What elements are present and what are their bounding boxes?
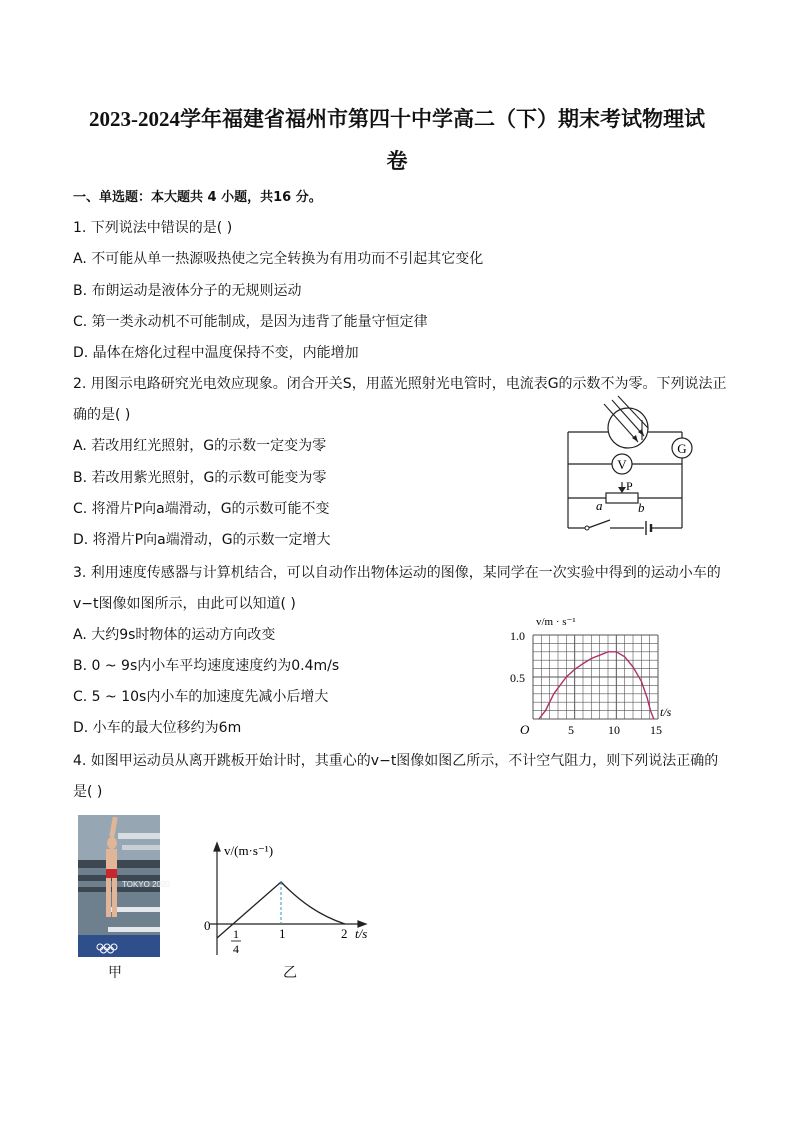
section-heading: 一、单选题：本大题共 4 小题，共16 分。 xyxy=(73,190,322,205)
q2-option-d: D. 将滑片P向a端滑动，G的示数一定增大 xyxy=(73,532,331,548)
terminal-label-b: b xyxy=(638,500,645,515)
q4-stem-line1: 4. 如图甲运动员从离开跳板开始计时，其重心的v−t图像如图乙所示，不计空气阻力，则下列说法正确的 xyxy=(73,753,719,769)
exam-title-line1: 2023-2024学年福建省福州市第四十中学高二（下）期末考试物理试 xyxy=(89,107,705,131)
terminal-label-a: a xyxy=(596,498,603,513)
q3-option-b: B. 0 ~ 9s内小车平均速度速度约为0.4m/s xyxy=(73,658,340,674)
exam-title-line2: 卷 xyxy=(386,149,408,173)
photoelectric-circuit-diagram xyxy=(560,398,700,540)
q3-stem-line2: v−t图像如图所示，由此可以知道( ) xyxy=(73,596,296,612)
tick-two-label: 2 xyxy=(341,926,348,941)
slider-label-p: P xyxy=(626,479,633,493)
q1-stem: 1. 下列说法中错误的是( ) xyxy=(73,220,233,236)
tick-quarter-numerator: 1 xyxy=(233,927,239,941)
y-axis-label: v/(m·s⁻¹) xyxy=(224,843,274,858)
x-axis-label: t/s xyxy=(660,705,672,719)
q1-option-b: B. 布朗运动是液体分子的无规则运动 xyxy=(73,283,302,299)
q4-stem-line2: 是( ) xyxy=(73,784,103,800)
x-tick-label: 15 xyxy=(650,723,662,737)
q1-option-d: D. 晶体在熔化过程中温度保持不变，内能增加 xyxy=(73,345,359,361)
q3-option-d: D. 小车的最大位移约为6m xyxy=(73,720,242,736)
q2-option-a: A. 若改用红光照射，G的示数一定变为零 xyxy=(73,438,327,454)
galvanometer-label: G xyxy=(677,441,687,456)
x-axis-label: t/s xyxy=(355,926,368,941)
caption-jia: 甲 xyxy=(108,965,122,981)
q1-option-c: C. 第一类永动机不可能制成，是因为违背了能量守恒定律 xyxy=(73,314,428,330)
caption-yi: 乙 xyxy=(283,965,297,981)
voltmeter-label: V xyxy=(617,457,627,472)
x-tick-label: 10 xyxy=(608,723,620,737)
tick-quarter-denominator: 4 xyxy=(233,942,239,956)
q3-stem-line1: 3. 利用速度传感器与计算机结合，可以自动作出物体运动的图像，某同学在一次实验中得到的运动小车的 xyxy=(73,565,721,581)
q2-option-b: B. 若改用紫光照射，G的示数可能变为零 xyxy=(73,470,327,486)
q3-option-a: A. 大约9s时物体的运动方向改变 xyxy=(73,627,276,643)
rheostat xyxy=(606,493,638,503)
photo-watermark-text: TOKYO 2020 xyxy=(122,880,170,889)
origin-label: O xyxy=(520,722,530,737)
switch xyxy=(585,526,589,530)
q1-option-a: A. 不可能从单一热源吸热使之完全转换为有用功而不引起其它变化 xyxy=(73,251,484,267)
tick-one-label: 1 xyxy=(279,926,286,941)
diver-photo xyxy=(78,815,170,957)
q3-option-c: C. 5 ~ 10s内小车的加速度先减小后增大 xyxy=(73,689,329,705)
q2-stem-line2: 确的是( ) xyxy=(73,407,131,423)
y-tick-label: 0.5 xyxy=(510,671,525,685)
velocity-time-chart xyxy=(500,610,690,738)
q2-stem-line1: 2. 用图示电路研究光电效应现象。闭合开关S，用蓝光照射光电管时，电流表G的示数不为零。下列说法正 xyxy=(73,376,727,392)
q2-option-c: C. 将滑片P向a端滑动，G的示数可能不变 xyxy=(73,501,330,517)
y-tick-label: 1.0 xyxy=(510,629,525,643)
y-axis-label: v/m · s⁻¹ xyxy=(536,616,576,628)
origin-label: 0 xyxy=(204,918,211,933)
x-tick-label: 5 xyxy=(568,723,574,737)
diver-velocity-time-graph xyxy=(200,840,380,960)
